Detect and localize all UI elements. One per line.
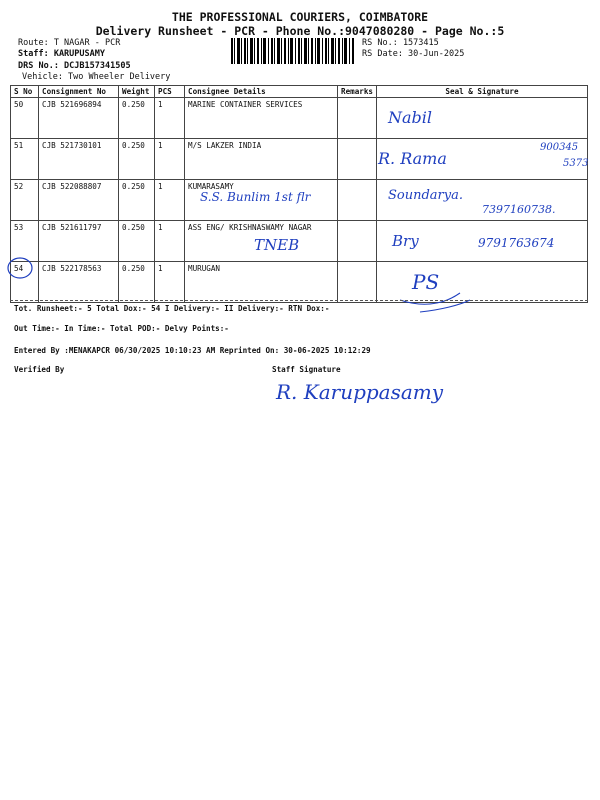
runsheet-subtitle: Delivery Runsheet - PCR - Phone No.:9047080280 - Page No.:5 <box>95 24 505 38</box>
row-54-circle <box>8 258 32 278</box>
cell-consignment: CJB 521611797 <box>39 221 119 262</box>
phone-row-51-a: 900345 <box>540 142 579 153</box>
cell-weight: 0.250 <box>119 262 155 303</box>
cell-weight: 0.250 <box>119 221 155 262</box>
cell-consignee: MURUGAN <box>185 262 338 303</box>
phone-row-51-b: 5373 <box>563 158 589 169</box>
header-remarks: Remarks <box>338 86 377 98</box>
verified-by: Verified By <box>14 365 65 374</box>
signature-row-51: R. Rama <box>378 149 447 168</box>
staff-label: Staff: KARUPUSAMY <box>18 49 105 59</box>
cell-consignment: CJB 522178563 <box>39 262 119 303</box>
signature-row-50: Nabil <box>388 108 433 127</box>
cell-weight: 0.250 <box>119 98 155 139</box>
staff-signature-label: Staff Signature <box>272 365 341 374</box>
cell-pcs: 1 <box>155 98 185 139</box>
signature-row-52: Soundarya. <box>388 188 463 203</box>
cell-weight: 0.250 <box>119 180 155 221</box>
drs-label: DRS No.: DCJB157341505 <box>18 61 131 71</box>
note-row-52: S.S. Bunlim 1st flr <box>200 190 311 204</box>
cell-sno: 51 <box>11 139 39 180</box>
cell-sno: 53 <box>11 221 39 262</box>
row-54-underline-2 <box>420 300 470 312</box>
signature-row-53: Bry <box>392 232 419 250</box>
summary-line-1: Tot. Runsheet:- 5 Total Dox:- 54 I Delivery:- II Delivery:- RTN Dox:- <box>14 304 330 313</box>
phone-row-53: 9791763674 <box>478 236 555 250</box>
rs-date: RS Date: 30-Jun-2025 <box>362 49 465 59</box>
cell-consignee: MARINE CONTAINER SERVICES <box>185 98 338 139</box>
cell-pcs: 1 <box>155 221 185 262</box>
header-pcs: PCS <box>155 86 185 98</box>
cell-pcs: 1 <box>155 180 185 221</box>
header-weight: Weight <box>119 86 155 98</box>
header-consignee: Consignee Details <box>185 86 338 98</box>
note-row-53: TNEB <box>254 236 300 254</box>
cell-consignee: ASS ENG/ KRISHNASWAMY NAGAR <box>185 221 338 262</box>
cell-consignment: CJB 521696894 <box>39 98 119 139</box>
cell-pcs: 1 <box>155 139 185 180</box>
staff-signature: R. Karuppasamy <box>276 380 444 404</box>
cell-weight: 0.250 <box>119 139 155 180</box>
cell-consignment: CJB 521730101 <box>39 139 119 180</box>
rs-no: RS No.: 1573415 <box>362 38 439 48</box>
cell-sno: 50 <box>11 98 39 139</box>
cell-consignment: CJB 522088807 <box>39 180 119 221</box>
company-title: THE PROFESSIONAL COURIERS, COIMBATORE <box>171 10 429 24</box>
cell-pcs: 1 <box>155 262 185 303</box>
cell-consignee: M/S LAKZER INDIA <box>185 139 338 180</box>
header-consignment: Consignment No <box>39 86 119 98</box>
route-label: Route: T NAGAR - PCR <box>18 38 121 48</box>
entered-by: Entered By :MENAKAPCR 06/30/2025 10:10:23 AM Reprinted On: 30-06-2025 10:12:29 <box>14 346 371 355</box>
summary-divider <box>10 300 588 301</box>
header-sno: S No <box>11 86 39 98</box>
header-signature: Seal & Signature <box>377 86 588 98</box>
cell-consignee: KUMARASAMY <box>185 180 338 221</box>
vehicle-label: Vehicle: Two Wheeler Delivery <box>22 72 171 82</box>
cell-sno: 52 <box>11 180 39 221</box>
phone-row-52: 7397160738. <box>482 203 556 216</box>
row-54-underline <box>400 293 460 304</box>
summary-line-2: Out Time:- In Time:- Total POD:- Delvy Points:- <box>14 324 229 333</box>
cell-sno: 54 <box>11 262 39 303</box>
mark-row-54: PS <box>412 270 440 294</box>
